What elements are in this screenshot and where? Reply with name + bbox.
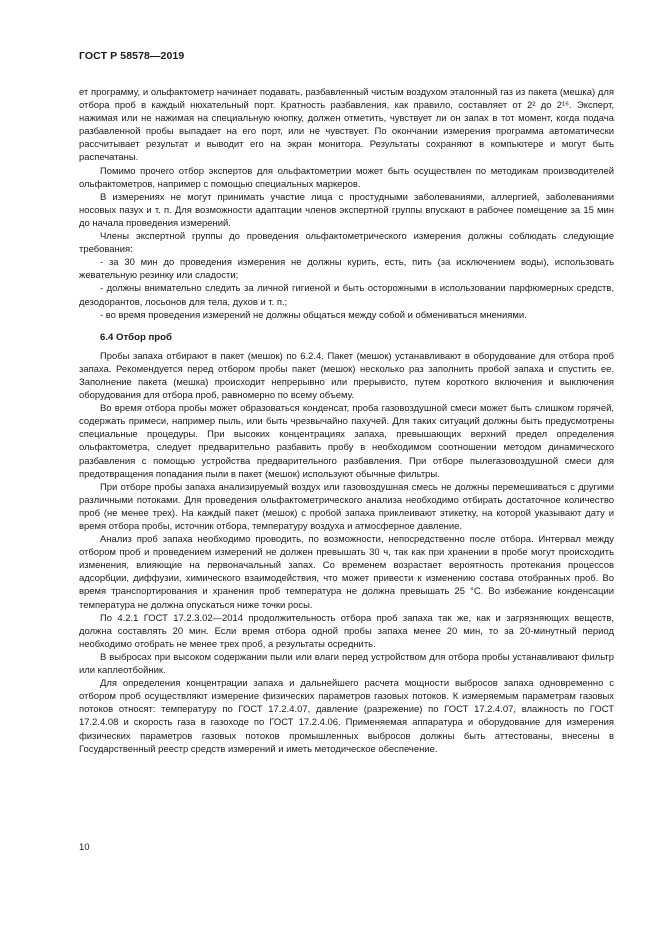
list-item: - во время проведения измерений не должны общаться между собой и обмениваться мнениями.	[100, 309, 527, 321]
paragraph: Для определения концентрации запаха и дальнейшего расчета мощности выбросов запаха одновременно с отбором проб осуществляют измерение физических параметров газовых потоков. К измеряемым параметрам газовых потоков относят: температуру по ГОСТ 17.2.4.07, давление (разрежение) по ГОСТ 17.2.4.07, влажность по ГОСТ 17.2.4.08 и скорость газа в газоходе по ГОСТ 17.2.4.06. Применяемая аппаратура и оборудование для измерения физических параметров газовых потоков промышленных выбросов должны быть аттестованы, внесены в Государственный реестр средств измерений и иметь методическое обеспечение.	[79, 678, 614, 755]
paragraph: При отборе пробы запаха анализируемый воздух или газовоздушная смесь не должны перемешиваться с другими различными потоками. Для проведения ольфактометрического анализа необходимо отбирать достаточное количество проб (не менее трех). На каждый пакет (мешок) с пробой запаха приклеивают этикетку, на которой указывают дату и время отбора пробы, источник отбора, температуру воздуха и атмосферное давление.	[79, 481, 614, 532]
paragraph: Анализ проб запаха необходимо проводить, по возможности, непосредственно после отбора. Интервал между отбором проб и проведением измерений не должен превышать 30 ч, так как при хранении в пробе могут происходить изменения, влияющие на первоначальный запах. Со временем возрастает вероятность протекания процессов адсорбции, диффузии, химического взаимодействия, что может привести к изменению состава отобранных проб. Во время транспортирования и хранения проб температура не должна превышать 25 °С. Во избежание конденсации температура не должна опускаться ниже точки росы.	[79, 534, 614, 611]
paragraph: Помимо прочего отбор экспертов для ольфактометрии может быть осуществлен по методикам производителей ольфактометров, например с помощью специальных маркеров.	[79, 165, 614, 190]
paragraph: По 4.2.1 ГОСТ 17.2.3.02—2014 продолжительность отбора проб запаха так же, как и загрязняющих веществ, должна составлять 20 мин. Если время отбора одной пробы запаха менее 20 мин, то за 20-минутный период необходимо отобрать не менее трех проб, а результаты осреднить.	[79, 612, 614, 650]
paragraph: Члены экспертной группы до проведения ольфактометрического измерения должны соблюдать следующие требования:	[79, 231, 614, 256]
paragraph: Пробы запаха отбирают в пакет (мешок) по 6.2.4. Пакет (мешок) устанавливают в оборудование для отбора проб запаха. Рекомендуется перед отбором пробы пакет (мешок) несколько раз заполнить пробой запаха и спустить ее. Заполнение пакета (мешка) происходит непрерывно или прерывисто, путем короткого включения и выключения оборудования для отбора проб, равномерно по всему объему.	[79, 350, 614, 402]
list-item: - за 30 мин до проведения измерения не должны курить, есть, пить (за исключением воды), использовать жевательную резинку или сладости;	[79, 257, 614, 282]
section-heading: 6.4 Отбор проб	[100, 331, 172, 343]
list-item: - должны внимательно следить за личной гигиеной и быть осторожными в использовании парфюмерных средств, дезодорантов, лосьонов для тела, духов и т. п.;	[79, 283, 614, 308]
document-code-header: ГОСТ Р 58578—2019	[79, 50, 185, 62]
paragraph: В измерениях не могут принимать участие лица с простудными заболеваниями, аллергией, заболеваниями носовых пазух и т. п. Для возможности адаптации членов экспертной группы впускают в рабочее помещение за 15 мин до начала проведения измерений.	[79, 191, 614, 229]
paragraph: В выбросах при высоком содержании пыли или влаги перед устройством для отбора пробы устанавливают фильтр или каплеотбойник.	[79, 651, 614, 677]
page-number: 10	[79, 842, 90, 853]
document-body	[79, 86, 614, 756]
paragraph: ет программу, и ольфактометр начинает подавать, разбавленный чистым воздухом эталонный газ из пакета (мешка) для отбора проб в каждый нюхательный порт. Кратность разбавления, как правило, составляет от 2² до 2¹⁶. Эксперт, нажимая или не нажимая на специальную кнопку, должен отметить, чувствует ли он запах в тот момент, когда подача разбавленной пробы выпадает на его порт, или не чувствует. По окончании измерения программа автоматически рассчитывает результат и выводит его на экран монитора. Результаты сохраняют в компьютере и могут быть распечатаны.	[79, 87, 614, 164]
paragraph: Во время отбора пробы может образоваться конденсат, проба газовоздушной смеси может быть слишком горячей, содержать примеси, например пыль, или быть чрезвычайно пахучей. Для таких ситуаций должны быть предусмотрены специальные процедуры. При высоких концентрациях запаха, превышающих верхний предел определения ольфактометра, следует предварительно разбавить пробу в необходимом соотношении методом динамического разбавления с помощью устройства предварительного разбавления. При отборе пылегазовоздушной смеси для предотвращения попадания пыли в пакет (мешок) используют обычные фильтры.	[79, 403, 614, 480]
